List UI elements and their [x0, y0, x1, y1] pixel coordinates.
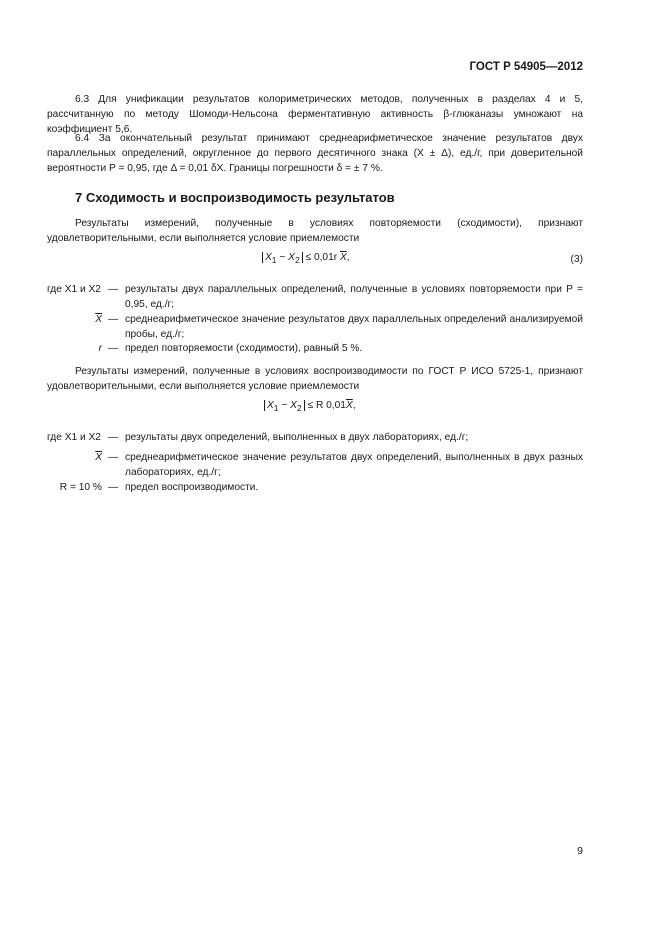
- formula-4-abs: $X_1 - X_2$: [264, 400, 305, 411]
- doc-header: ГОСТ Р 54905—2012: [469, 61, 583, 73]
- formula-3-number: (3): [570, 254, 583, 265]
- def-desc: среднеарифметическое значение результатов двух определений, выполненных в двух разных лабораториях, ед./г;: [125, 452, 583, 478]
- def-dash: —: [108, 432, 119, 443]
- def-dash: —: [108, 314, 119, 325]
- def-desc: результаты двух параллельных определений, полученные в условиях повторяемости при P = 0,95, ед./г;: [125, 284, 583, 310]
- formula-4: $X_1 - X_2 \le R$ $0,01\overline{X}$,: [264, 400, 356, 413]
- paragraph-6-4: [47, 131, 583, 176]
- def-desc: предел воспроизводимости.: [125, 482, 259, 493]
- formula-3: $X_1 - X_2 \le 0,01r$ $\overline{X}$,: [262, 252, 350, 265]
- def-term: где X1 и X2: [47, 432, 101, 443]
- page-number: 9: [577, 845, 583, 857]
- def-term: $\overline{X}$: [95, 314, 102, 325]
- paragraph-repeatability: Результаты измерений, полученные в условиях повторяемости (сходимости), признают удовлетворительными, если выполняется условие приемлемости: [47, 218, 583, 244]
- formula-3-abs: $X_1 - X_2$: [262, 252, 303, 263]
- def-term: где X1 и X2: [47, 284, 101, 295]
- def-dash: —: [108, 284, 119, 295]
- def-desc: результаты двух определений, выполненных в двух лабораториях, ед./г;: [125, 432, 469, 443]
- def-dash: —: [108, 343, 119, 354]
- def-desc: предел повторяемости (сходимости), равный 5 %.: [125, 343, 363, 354]
- paragraph-reproducibility: Результаты измерений, полученные в условиях воспроизводимости по ГОСТ Р ИСО 5725-1, признают удовлетворительными, если выполняется условие приемлемости: [47, 366, 583, 392]
- def-desc: среднеарифметическое значение результатов двух параллельных определений анализируемой пробы, ед./г;: [125, 314, 583, 340]
- paragraph-6-3: 6.3 Для унификации результатов колориметрических методов, полученных в разделах 4 и 5, рассчитанную по методу Шомоди-Нельсона ферментативную активность β-глюканазы умножают на коэффициент 5,6.: [47, 94, 583, 135]
- def-term: r: [98, 343, 102, 354]
- def-term: R = 10 %: [59, 482, 102, 493]
- def-dash: —: [108, 452, 119, 463]
- def-term: $\overline{X}$: [95, 452, 102, 463]
- paragraph-6-4-text: 6.4 За окончательный результат принимают среднеарифметическое значение результатов двух параллельных определений, округленное до первого десятичного знака (X ± Δ), ед./г, при доверительной вероятности P = 0,95, где Δ = 0,01 δX. Границы погрешности δ = ± 7 %.: [47, 133, 583, 174]
- section-7-title: 7 Сходимость и воспроизводимость результатов: [75, 190, 395, 205]
- def-dash: —: [108, 482, 119, 493]
